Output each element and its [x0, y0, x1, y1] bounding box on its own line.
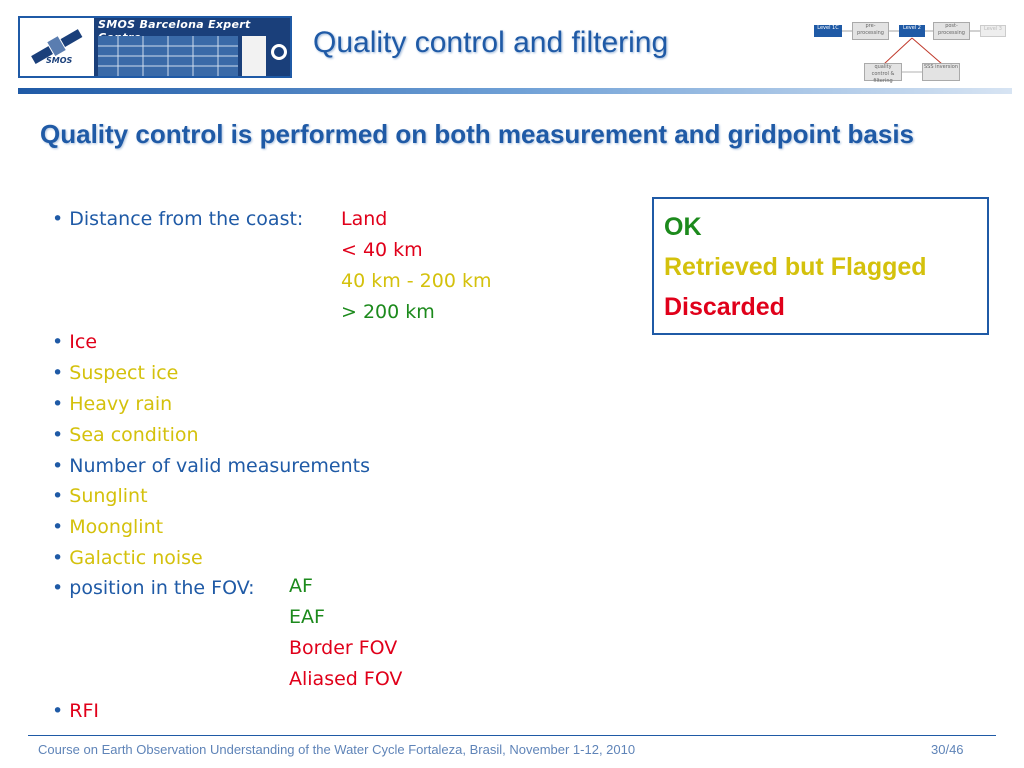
- bullet-moonglint: [52, 516, 163, 538]
- bullet-dot: •: [52, 362, 64, 384]
- fov-value-eaf: EAF: [289, 606, 325, 628]
- bullet-label: Galactic noise: [69, 547, 203, 569]
- bullet-dot: •: [52, 577, 64, 599]
- bullet-dot: •: [52, 700, 64, 722]
- footer-divider: [28, 735, 996, 736]
- bullet-heavy-rain: [52, 393, 172, 415]
- bullet-sea-condition: [52, 424, 199, 446]
- bullet-dot: •: [52, 547, 64, 569]
- fov-label: position in the FOV:: [69, 577, 255, 599]
- flow-level3: Level 3: [980, 25, 1006, 37]
- bullet-label: RFI: [69, 700, 99, 722]
- building-image: [98, 36, 238, 76]
- bullet-fov-position: [52, 577, 255, 599]
- bullet-valid-measurements: [52, 455, 370, 477]
- bullet-label: Heavy rain: [69, 393, 173, 415]
- bullet-label: Moonglint: [69, 516, 164, 538]
- flow-level2: Level 2: [899, 25, 925, 37]
- processing-flow-diagram: [812, 18, 1008, 84]
- bullet-dot: •: [52, 331, 64, 353]
- bullet-dot: •: [52, 208, 64, 230]
- bullet-dot: •: [52, 516, 64, 538]
- flow-level1c: Level 1C: [814, 25, 842, 37]
- logo-sub-text: SMOS: [46, 56, 73, 65]
- distance-value-40-200: 40 km - 200 km: [341, 270, 492, 292]
- distance-label: Distance from the coast:: [69, 208, 304, 230]
- distance-value-gt200: > 200 km: [341, 301, 435, 323]
- flow-quality-control: quality control & filtering: [864, 63, 902, 81]
- slide-heading: Quality control is performed on both measurement and gridpoint basis: [40, 119, 914, 149]
- bullet-label: Number of valid measurements: [69, 455, 370, 477]
- satellite-icon: [20, 18, 94, 76]
- legend-flagged: Retrieved but Flagged: [664, 253, 927, 281]
- footer-page-number: 30/46: [931, 742, 964, 757]
- bullet-distance: [52, 208, 303, 230]
- footer-course: Course on Earth Observation Understanding of the Water Cycle Fortaleza, Brasil, November 1-12, 2010: [38, 742, 636, 757]
- bullet-ice: [52, 331, 97, 353]
- smos-logo: [18, 16, 292, 78]
- bullet-suspect-ice: [52, 362, 178, 384]
- fov-value-af: AF: [289, 575, 313, 597]
- status-legend-box: [652, 197, 989, 335]
- bullet-label: Sea condition: [69, 424, 199, 446]
- fov-value-border: Border FOV: [289, 637, 398, 659]
- bullet-sunglint: [52, 485, 148, 507]
- page-title: Quality control and filtering: [313, 26, 669, 59]
- bullet-galactic-noise: [52, 547, 203, 569]
- logo-brand-text: SMOS Barcelona Expert: [98, 18, 251, 31]
- fov-value-aliased: Aliased FOV: [289, 668, 403, 690]
- distance-value-land: Land: [341, 208, 388, 230]
- bullet-rfi: [52, 700, 99, 722]
- upc-logo-icon: [268, 36, 290, 76]
- csic-logo-icon: [242, 36, 266, 76]
- bullet-label: Suspect ice: [69, 362, 179, 384]
- bullet-dot: •: [52, 455, 64, 477]
- distance-value-lt40: < 40 km: [341, 239, 423, 261]
- bullet-label: Sunglint: [69, 485, 148, 507]
- flow-postprocessing: post-processing: [933, 22, 970, 40]
- bullet-dot: •: [52, 485, 64, 507]
- flow-preprocessing: pre-processing: [852, 22, 889, 40]
- legend-ok: OK: [664, 213, 702, 241]
- bullet-dot: •: [52, 424, 64, 446]
- flow-sss-inversion: SSS inversion: [922, 63, 960, 81]
- header-divider: [18, 88, 1012, 94]
- bullet-dot: •: [52, 393, 64, 415]
- legend-discarded: Discarded: [664, 293, 785, 321]
- bullet-label: Ice: [69, 331, 98, 353]
